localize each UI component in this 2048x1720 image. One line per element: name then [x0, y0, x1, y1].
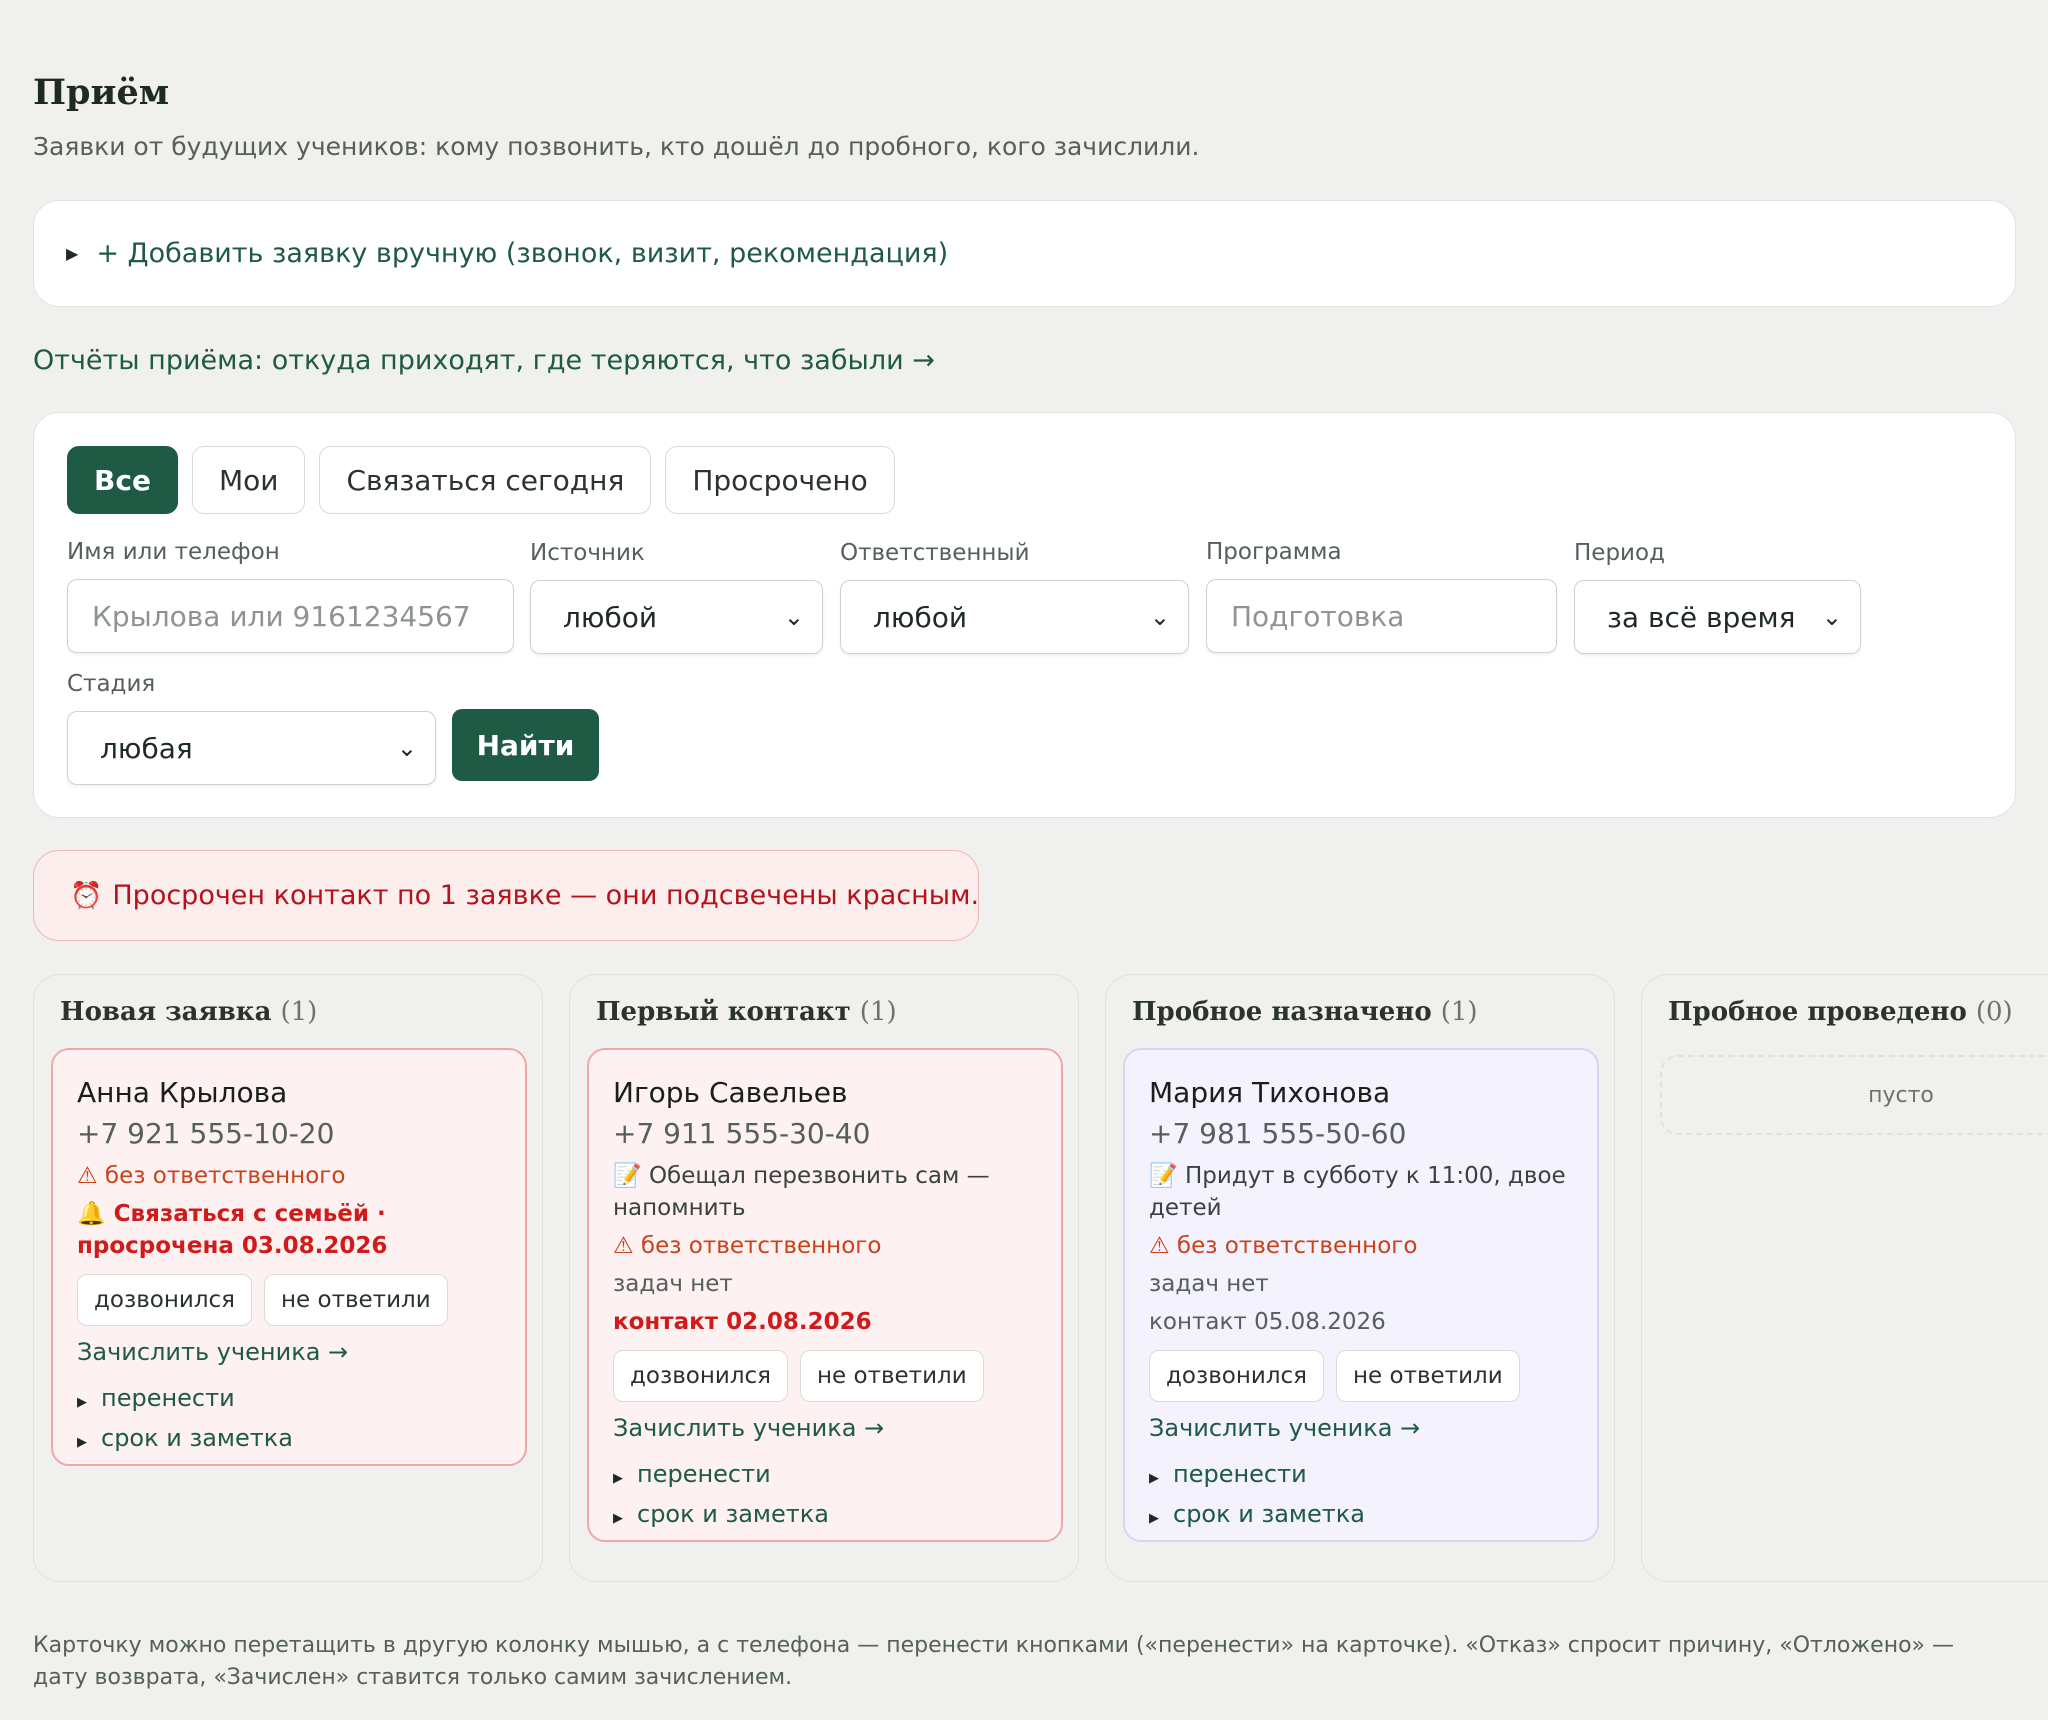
move-toggle[interactable]	[1149, 1460, 1573, 1488]
disclosure-triangle-icon: ▶	[613, 1471, 623, 1486]
reached-button[interactable]: дозвонился	[613, 1350, 788, 1402]
source-value: любой	[563, 600, 658, 634]
program-field	[1206, 539, 1557, 653]
no-answer-button[interactable]: не ответили	[1336, 1350, 1520, 1402]
disclosure-triangle-icon: ▶	[1149, 1471, 1159, 1486]
lead-note: 📝 Придут в субботу к 11:00, двое детей	[1149, 1163, 1566, 1221]
enroll-student-link[interactable]: Зачислить ученика →	[77, 1338, 349, 1366]
column-title-text: Новая заявка	[60, 997, 272, 1027]
lead-phone: +7 911 555-30-40	[613, 1117, 871, 1150]
add-request-toggle[interactable]	[33, 200, 2016, 307]
column-new-request	[33, 974, 543, 1582]
board-help-text: Карточку можно перетащить в другую колонку мышью, а с телефона — перенести кнопками («перенести» на карточке). «Отказ» спросит причину, «Отложено» — дату возврата, «Зачислен» ставится только самим зачислением.	[33, 1633, 1954, 1690]
lead-name: Анна Крылова	[77, 1076, 288, 1109]
no-answer-button[interactable]: не ответили	[264, 1274, 448, 1326]
column-title	[1668, 997, 2013, 1027]
lead-card[interactable]	[51, 1048, 527, 1466]
move-label: перенести	[101, 1384, 235, 1412]
no-responsible-warning: ⚠ без ответственного	[77, 1163, 346, 1189]
disclosure-triangle-icon: ▶	[77, 1395, 87, 1410]
lead-note: 📝 Обещал перезвонить сам — напомнить	[613, 1163, 990, 1221]
lead-phone: +7 921 555-10-20	[77, 1117, 335, 1150]
column-title-text: Первый контакт	[596, 997, 851, 1027]
find-button[interactable]: Найти	[452, 709, 599, 781]
disclosure-triangle-icon: ▶	[77, 1435, 87, 1450]
name-phone-input[interactable]: Крылова или 9161234567	[67, 579, 514, 653]
reached-button[interactable]: дозвонился	[1149, 1350, 1324, 1402]
column-title-text: Пробное назначено	[1132, 997, 1432, 1027]
no-responsible-warning: ⚠ без ответственного	[613, 1233, 882, 1259]
name-phone-label: Имя или телефон	[67, 539, 280, 565]
tasks-status: задач нет	[613, 1271, 733, 1297]
deadline-note-label: срок и заметка	[1173, 1500, 1365, 1528]
column-count: (1)	[280, 997, 318, 1027]
reports-link[interactable]: Отчёты приёма: откуда приходят, где теряются, что забыли →	[33, 345, 935, 376]
add-request-label: + Добавить заявку вручную (звонок, визит, рекомендация)	[96, 238, 949, 269]
stage-field	[67, 671, 436, 785]
responsible-label: Ответственный	[840, 540, 1030, 566]
deadline-note-toggle[interactable]	[1149, 1500, 1573, 1528]
chevron-down-icon: ⌄	[396, 734, 417, 762]
no-responsible-warning: ⚠ без ответственного	[1149, 1233, 1418, 1259]
deadline-note-toggle[interactable]	[613, 1500, 1037, 1528]
lead-phone: +7 981 555-50-60	[1149, 1117, 1407, 1150]
disclosure-triangle-icon: ▶	[613, 1511, 623, 1526]
period-field	[1574, 540, 1861, 654]
disclosure-triangle-icon: ▶	[1149, 1511, 1159, 1526]
move-toggle[interactable]	[77, 1384, 501, 1412]
quick-filter-chips	[67, 446, 895, 514]
lead-card[interactable]	[587, 1048, 1063, 1542]
name-phone-field	[67, 539, 514, 653]
responsible-select[interactable]	[840, 580, 1189, 654]
column-title-text: Пробное проведено	[1668, 997, 1967, 1027]
responsible-field	[840, 540, 1189, 654]
stage-value: любая	[100, 731, 193, 765]
chevron-down-icon: ⌄	[783, 603, 804, 631]
source-field	[530, 540, 823, 654]
column-title	[596, 997, 897, 1027]
column-trial-done	[1641, 974, 2048, 1582]
period-label: Период	[1574, 540, 1665, 566]
deadline-note-label: срок и заметка	[101, 1424, 293, 1452]
move-label: перенести	[637, 1460, 771, 1488]
empty-column-placeholder: пусто	[1660, 1055, 2048, 1135]
deadline-note-toggle[interactable]	[77, 1424, 501, 1452]
disclosure-triangle-icon: ▶	[66, 244, 79, 263]
tasks-status: задач нет	[1149, 1271, 1269, 1297]
alarm-clock-icon: ⏰	[70, 880, 103, 911]
chip-overdue[interactable]: Просрочено	[665, 446, 894, 514]
no-answer-button[interactable]: не ответили	[800, 1350, 984, 1402]
move-toggle[interactable]	[613, 1460, 1037, 1488]
column-count: (1)	[1440, 997, 1478, 1027]
chip-contact-today[interactable]: Связаться сегодня	[319, 446, 651, 514]
chevron-down-icon: ⌄	[1821, 603, 1842, 631]
enroll-student-link[interactable]: Зачислить ученика →	[1149, 1414, 1421, 1442]
chevron-down-icon: ⌄	[1149, 603, 1170, 631]
period-value: за всё время	[1607, 600, 1796, 634]
lead-name: Мария Тихонова	[1149, 1076, 1391, 1109]
contact-date: контакт 05.08.2026	[1149, 1309, 1386, 1335]
deadline-note-label: срок и заметка	[637, 1500, 829, 1528]
chip-mine[interactable]: Мои	[192, 446, 306, 514]
stage-label: Стадия	[67, 671, 156, 697]
column-count: (0)	[1975, 997, 2013, 1027]
stage-select[interactable]	[67, 711, 436, 785]
filter-panel	[33, 412, 2016, 818]
period-select[interactable]	[1574, 580, 1861, 654]
contact-date: контакт 02.08.2026	[613, 1309, 872, 1335]
program-label: Программа	[1206, 539, 1342, 565]
column-count: (1)	[859, 997, 897, 1027]
column-title	[1132, 997, 1478, 1027]
reached-button[interactable]: дозвонился	[77, 1274, 252, 1326]
page-subtitle: Заявки от будущих учеников: кому позвонить, кто дошёл до пробного, кого зачислили.	[33, 132, 1200, 161]
column-first-contact	[569, 974, 1079, 1582]
column-trial-scheduled	[1105, 974, 1615, 1582]
chip-all[interactable]: Все	[67, 446, 178, 514]
overdue-alert-text: Просрочен контакт по 1 заявке — они подсвечены красным.	[112, 880, 980, 911]
source-select[interactable]	[530, 580, 823, 654]
move-label: перенести	[1173, 1460, 1307, 1488]
overdue-task: 🔔 Связаться с семьёй · просрочена 03.08.2026	[77, 1201, 388, 1259]
overdue-alert	[33, 850, 979, 941]
responsible-value: любой	[873, 600, 968, 634]
column-title	[60, 997, 317, 1027]
enroll-student-link[interactable]: Зачислить ученика →	[613, 1414, 885, 1442]
lead-card[interactable]	[1123, 1048, 1599, 1542]
lead-name: Игорь Савельев	[613, 1076, 848, 1109]
page-title: Приём	[33, 72, 170, 113]
program-input[interactable]: Подготовка	[1206, 579, 1557, 653]
source-label: Источник	[530, 540, 645, 566]
